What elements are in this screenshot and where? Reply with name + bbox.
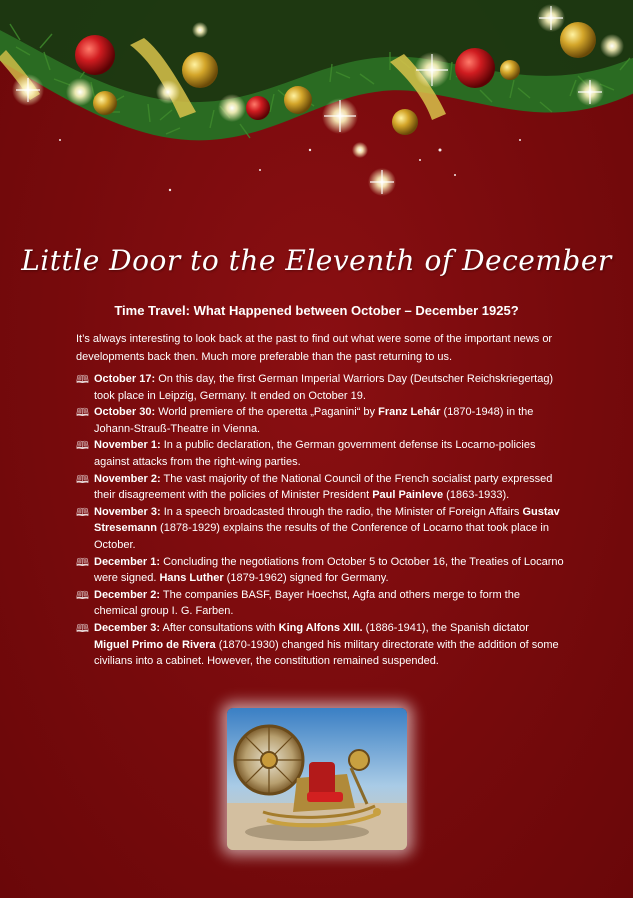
event-item (76, 371, 566, 404)
page-title: Little Door to the Eleventh of December (21, 244, 612, 277)
event-item (76, 437, 566, 470)
event-text: The vast majority of the National Council of the French socialist party expressed their disagreement with the policies of Minister President (94, 472, 553, 502)
event-text: After consultations with (160, 621, 279, 634)
open-book-icon: 🕮 (76, 555, 89, 569)
event-date: October 30: (94, 406, 156, 419)
event-item (76, 404, 566, 437)
event-item (76, 554, 566, 587)
event-person-name: Miguel Primo de Rivera (94, 638, 216, 651)
open-book-icon: 🕮 (76, 439, 89, 453)
event-person-name: Paul Painleve (372, 489, 444, 502)
event-item (76, 471, 566, 504)
event-text: (1878-1929) explains the results of the Conference of Locarno that took place in October. (94, 522, 549, 551)
event-text: (1863-1933). (443, 489, 510, 502)
event-date: October 17: (94, 373, 156, 385)
open-book-icon: 🕮 (76, 472, 89, 486)
open-book-icon: 🕮 (76, 621, 89, 635)
event-text: (1870-1948) in the Johann-Strauß-Theatre in Vienna. (94, 406, 534, 435)
event-date: December 3: (94, 621, 161, 634)
event-item (76, 504, 566, 554)
open-book-icon: 🕮 (76, 505, 89, 519)
event-date: November 2: (94, 472, 161, 485)
event-date: November 3: (94, 505, 161, 518)
event-text: Concluding the negotiations from October 5 to October 16, the Treaties of Locarno were signed. (94, 555, 564, 585)
open-book-icon: 🕮 (76, 406, 89, 420)
open-book-icon: 🕮 (76, 588, 89, 602)
event-text: World premiere of the operetta „Paganini“ by (155, 406, 379, 419)
event-text: On this day, the first German Imperial Warriors Day (Deutscher Reichskriegertag) took place in Leipzig, Germany. It ended on October 19. (94, 373, 554, 402)
event-text: (1879-1962) signed for Germany. (223, 572, 389, 585)
open-book-icon: 🕮 (76, 373, 89, 386)
event-person-name: Hans Luther (159, 572, 224, 585)
event-text: In a speech broadcasted through the radio, the Minister of Foreign Affairs (160, 505, 523, 518)
event-item (76, 620, 566, 670)
event-list (76, 371, 566, 670)
event-text: (1886-1941), the Spanish dictator (362, 621, 529, 634)
event-person-name: King Alfons XIII. (278, 621, 363, 634)
event-text: The companies BASF, Bayer Hoechst, Agfa and others merge to form the chemical group I. G. Farben. (94, 588, 520, 618)
event-person-name: Gustav Stresemann (94, 505, 560, 535)
intro-paragraph: It’s always interesting to look back at the past to find out what were some of the important news or developments back then. Much more preferable than the past returning to us. (76, 333, 553, 363)
event-date: November 1: (94, 439, 161, 452)
event-person-name: Franz Lehár (378, 406, 441, 419)
section-heading: Time Travel: What Happened between October – December 1925? (114, 303, 519, 318)
event-text: In a public declaration, the German government defense its Locarno-policies against attacks from the right-wing parties. (94, 439, 536, 468)
time-machine-image (227, 708, 407, 850)
event-text: (1870-1930) changed his military directorate with the addition of some civilians into a cabinet. However, the constitution remained suspended. (94, 638, 559, 668)
event-date: December 1: (94, 555, 161, 568)
event-item (76, 587, 566, 620)
christmas-garland-image (0, 0, 633, 210)
event-date: December 2: (94, 588, 161, 601)
